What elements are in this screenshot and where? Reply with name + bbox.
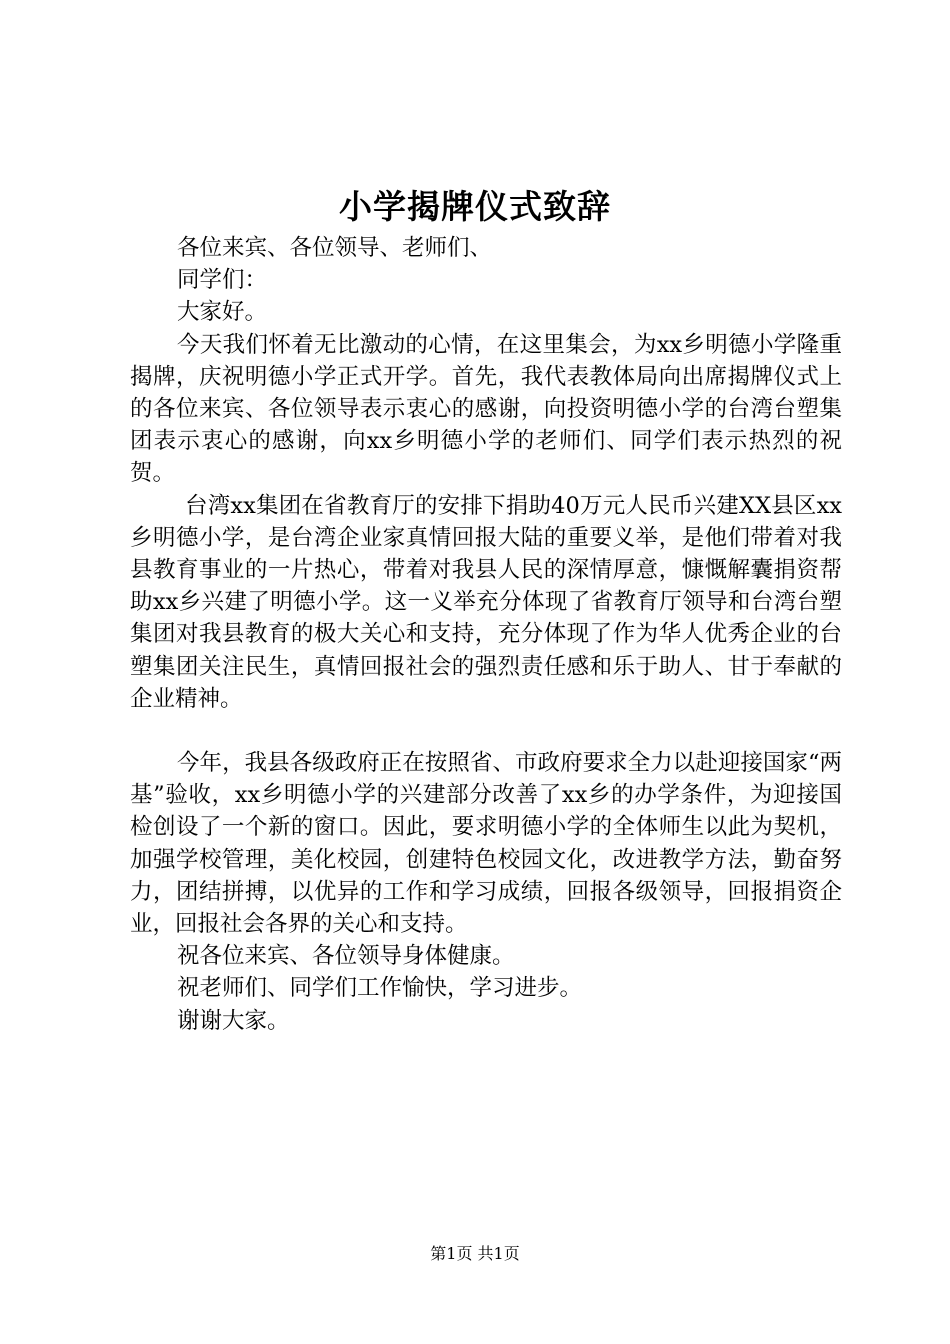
document-title: 小学揭牌仪式致辞: [339, 187, 611, 226]
closing-line: 谢谢大家。: [177, 1007, 290, 1034]
greeting-line: 大家好。: [177, 299, 268, 326]
page-footer: 第1页 共1页: [430, 1244, 520, 1263]
body-paragraph: 今年，我县各级政府正在按照省、市政府要求全力以赴迎接国家“两基”验收，xx乡明德小学的兴建部分改善了xx乡的办学条件，为迎接国检创设了一个新的窗口。因此，要求明德小学的全体师生以此为契机，加强学校管理，美化校园，创建特色校园文化，改进教学方法，勤奋努力，团结拼搏，以优异的工作和学习成绩，回报各级领导，回报捐资企业，回报社会各界的关心和支持。: [130, 750, 842, 938]
body-paragraph: 今天我们怀着无比激动的心情，在这里集会，为xx乡明德小学隆重揭牌，庆祝明德小学正式开学。首先，我代表教体局向出席揭牌仪式上的各位来宾、各位领导表示衷心的感谢，向投资明德小学的台湾台塑集团表示衷心的感谢，向xx乡明德小学的老师们、同学们表示热烈的祝贺。: [130, 331, 842, 487]
closing-line: 祝各位来宾、各位领导身体健康。: [177, 943, 515, 970]
paragraph-gap: [130, 715, 842, 747]
greeting-line: 各位来宾、各位领导、老师们、: [177, 235, 493, 261]
closing-line: 祝老师们、同学们工作愉快，学习进步。: [177, 975, 583, 1002]
document-body: [130, 232, 842, 1037]
greeting-line: 同学们：: [177, 267, 268, 294]
body-paragraph: 台湾xx集团在省教育厅的安排下捐助40万元人民币兴建XX县区xx乡明德小学，是台湾企业家真情回报大陆的重要义举，是他们带着对我县教育事业的一片热心，带着对我县人民的深情厚意，慷慨解囊捐资帮助xx乡兴建了明德小学。这一义举充分体现了省教育厅领导和台湾台塑集团对我县教育的极大关心和支持，充分体现了作为华人优秀企业的台塑集团关注民生，真情回报社会的强烈责任感和乐于助人、甘于奉献的企业精神。: [130, 492, 842, 712]
